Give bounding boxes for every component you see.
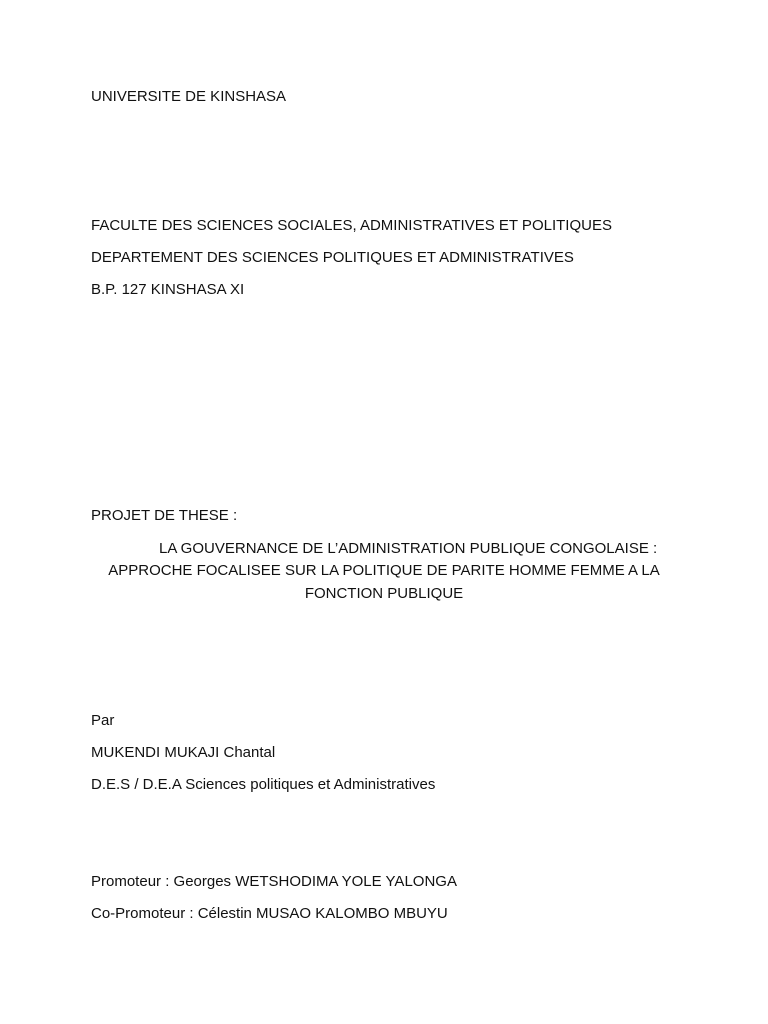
promoteur: Promoteur : Georges WETSHODIMA YOLE YALONGA xyxy=(91,873,457,890)
department-name: DEPARTEMENT DES SCIENCES POLITIQUES ET ADMINISTRATIVES xyxy=(91,249,574,266)
thesis-title-line-1: LA GOUVERNANCE DE L’ADMINISTRATION PUBLIQUE CONGOLAISE : xyxy=(159,540,658,557)
author-name: MUKENDI MUKAJI Chantal xyxy=(91,744,276,761)
project-label: PROJET DE THESE : xyxy=(91,507,238,524)
faculty-name: FACULTE DES SCIENCES SOCIALES, ADMINISTRATIVES ET POLITIQUES xyxy=(91,217,612,234)
co-promoteur: Co-Promoteur : Célestin MUSAO KALOMBO MBUYU xyxy=(91,905,448,922)
by-label: Par xyxy=(91,712,115,729)
thesis-title-line-2: APPROCHE FOCALISEE SUR LA POLITIQUE DE PARITE HOMME FEMME A LA xyxy=(108,562,660,580)
thesis-title xyxy=(91,538,677,605)
university-name: UNIVERSITE DE KINSHASA xyxy=(91,88,287,105)
postal-address: B.P. 127 KINSHASA XI xyxy=(91,281,245,298)
author-degree: D.E.S / D.E.A Sciences politiques et Administratives xyxy=(91,776,436,793)
thesis-title-line-3: FONCTION PUBLIQUE xyxy=(304,584,464,602)
